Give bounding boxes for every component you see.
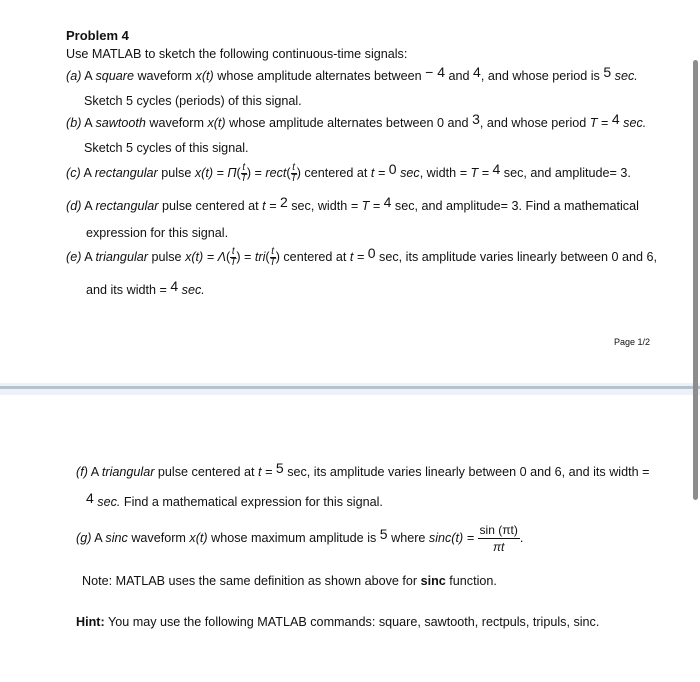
scrollbar[interactable] (693, 60, 698, 500)
page-number: Page 1/2 (613, 337, 650, 347)
hint-line: Hint: You may use the following MATLAB commands: square, sawtooth, rectpuls, tripuls, sinc. (76, 615, 600, 629)
problem-intro: Use MATLAB to sketch the following continuous-time signals: (66, 47, 408, 61)
item-a: (a) A square waveform x(t) whose amplitude alternates between − 4 and 4, and whose period is 5 sec. (66, 64, 638, 83)
item-b: (b) A sawtooth waveform x(t) whose amplitude alternates between 0 and 3, and whose period T = 4 sec. (66, 111, 647, 130)
item-b-cont: Sketch 5 cycles of this signal. (84, 141, 249, 155)
item-c: (c) A rectangular pulse x(t) = Π( $\frac{t}{T}$ ) = rect( $\frac{t}{T}$ ) centered at t = 0 sec, width = T = 4 sec, and amplitude= 3. (66, 160, 631, 184)
page-gap (0, 383, 700, 395)
problem-title: Problem 4 (66, 28, 129, 43)
page-divider (0, 386, 700, 389)
item-d: (d) A rectangular pulse centered at t = 2 sec, width = T = 4 sec, and amplitude= 3. Find a mathematical (66, 194, 639, 213)
item-f: (f) A triangular pulse centered at t = 5 sec, its amplitude varies linearly between 0 and 6, and its width = (76, 460, 650, 479)
note-line: Note: MATLAB uses the same definition as shown above for sinc function. (82, 574, 497, 588)
item-g: (g) A sinc waveform x(t) whose maximum amplitude is 5 where sinc(t) = $\frac{\sin (\pi t)}{\pi t}$ . (76, 523, 524, 554)
item-f-cont: 4 sec. Find a mathematical expression for this signal. (86, 490, 383, 509)
item-d-cont: expression for this signal. (86, 226, 229, 240)
item-e-cont: and its width = 4 sec. (86, 278, 205, 297)
item-a-cont: Sketch 5 cycles (periods) of this signal. (84, 94, 302, 108)
page-2 (0, 395, 700, 682)
item-e: (e) A triangular pulse x(t) = Λ( $\frac{t}{T}$ ) = tri( $\frac{t}{T}$ ) centered at t = 0 sec, its amplitude varies linearly between 0 and 6, (66, 244, 657, 268)
